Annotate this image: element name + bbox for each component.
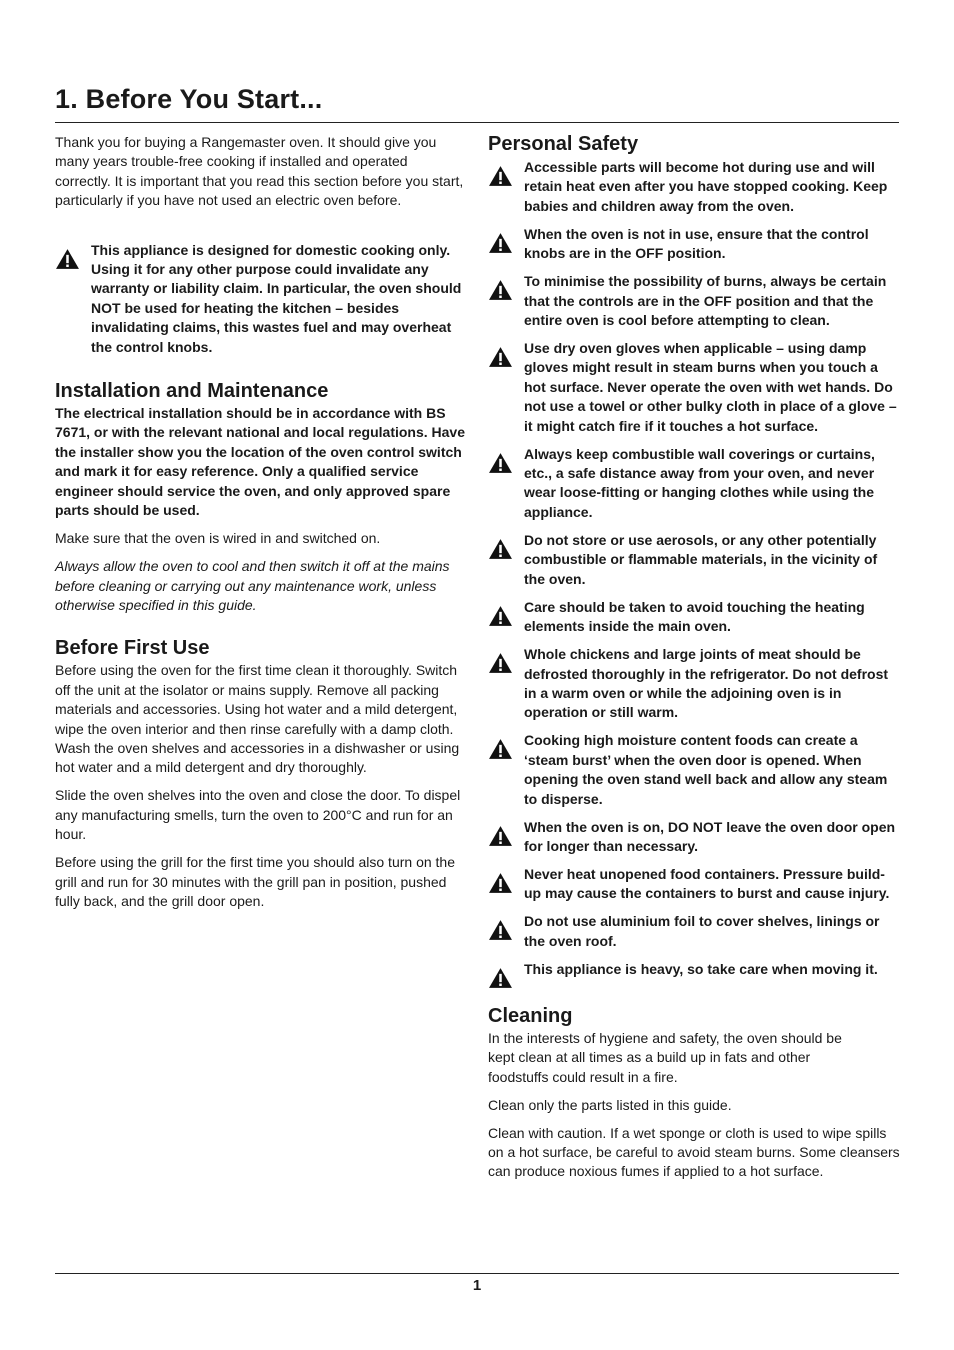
safety-warning: [488, 339, 900, 436]
warning-icon: [488, 279, 513, 301]
warning-icon: [488, 232, 513, 254]
safety-warning-text: Always keep combustible wall coverings or curtains, etc., a safe distance away from your oven, and never wear loose-fitting or hanging clothes while using the appliance.: [524, 445, 875, 520]
installation-italic-text: Always allow the oven to cool and then switch it off at the mains before cleaning or carrying out any maintenance work, unless otherwise specified in this guide.: [55, 558, 450, 613]
first-use-paragraph-2: Slide the oven shelves into the oven and close the door. To dispel any manufacturing smells, turn the oven to 200°C and run for an hour.: [55, 787, 461, 843]
safety-warning: [488, 865, 900, 904]
warning-icon: [488, 967, 513, 989]
safety-warning-text: Do not store or use aerosols, or any other potentially combustible or flammable materials, in the vicinity of the oven.: [524, 531, 878, 587]
safety-warning: [488, 960, 900, 989]
warning-icon: [488, 605, 513, 627]
safety-warning-text: Cooking high moisture content foods can create a ‘steam burst’ when the oven door is opened. When opening the oven stand well back and allow any steam to disperse.: [524, 732, 888, 807]
safety-warning-text: Use dry oven gloves when applicable – using damp gloves might result in steam burns when you touch a hot surface. Never operate the oven with wet hands. Do not use a towel or other bulky cloth in place of a glove – it might catch fire if it touches a hot surface.: [524, 340, 897, 434]
safety-warning: [488, 445, 900, 523]
intro-paragraph: Thank you for buying a Rangemaster oven. It should give you many years trouble-free cooking if installed and operated correctly. It is important that you read this section before you start, particularly if you have not used an electric oven before.: [55, 134, 464, 209]
first-use-paragraph-3: Before using the grill for the first time you should also turn on the grill and run for 30 minutes with the grill pan in position, pushed fully back, and the grill door open.: [55, 854, 455, 909]
safety-warning-text: Care should be taken to avoid touching the heating elements inside the main oven.: [524, 598, 865, 635]
safety-warning-text: When the oven is not in use, ensure that the control knobs are in the OFF position.: [524, 225, 869, 262]
safety-warning-text: When the oven is on, DO NOT leave the oven door open for longer than necessary.: [524, 818, 896, 854]
warning-icon: [488, 652, 513, 674]
safety-warning: [488, 225, 900, 264]
installation-wired-text: Make sure that the oven is wired in and switched on.: [55, 530, 381, 547]
safety-warning: [488, 598, 900, 637]
cleaning-paragraph-1: In the interests of hygiene and safety, the oven should be kept clean at all times as a build up in fats and other foodstuffs could result in a fire.: [488, 1029, 842, 1085]
safety-warning-text: Accessible parts will become hot during use and will retain heat even after you have stopped cooking. Keep babies and children away from the oven.: [524, 159, 888, 214]
safety-warning-text: Never heat unopened food containers. Pressure build-up may cause the containers to burst and cause injury.: [524, 865, 890, 902]
safety-warnings-list: [488, 158, 900, 989]
first-use-paragraph-1: Before using the oven for the first time clean it thoroughly. Switch off the unit at the isolator or mains supply. Remove all packing materials and accessories. Using hot water and a mild detergent, wipe the oven interior and then rinse carefully with a damp cloth. Wash the oven shelves and accessories in a dishwasher or using hot water and a mild detergent and dry thoroughly.: [55, 662, 460, 776]
safety-warning-text: To minimise the possibility of burns, always be certain that the controls are in the OFF position and that the entire oven is cool before attempting to clean.: [524, 273, 887, 329]
footer-rule: [55, 1273, 899, 1274]
warning-icon: [488, 538, 513, 560]
right-column: [488, 131, 900, 1182]
safety-warning: [488, 158, 900, 216]
safety-warning-text: Whole chickens and large joints of meat should be defrosted thoroughly in the refrigerator. Do not defrost in a warm oven or while the adjoining oven is in operation or still warm.: [524, 646, 889, 721]
left-column: [55, 133, 465, 911]
cleaning-heading: Cleaning: [488, 1004, 573, 1027]
cleaning-paragraph-2: Clean only the parts listed in this guide.: [488, 1096, 732, 1113]
page-title: 1. Before You Start...: [55, 84, 323, 114]
domestic-use-warning: [55, 241, 465, 357]
warning-icon: [488, 872, 513, 894]
cleaning-paragraph-3: Clean with caution. If a wet sponge or cloth is used to wipe spills on a hot surface, be careful to avoid steam burns. Some cleansers can produce noxious fumes if applied to a hot surface.: [488, 1124, 900, 1180]
safety-warning: [488, 912, 900, 951]
safety-warning: [488, 818, 900, 857]
first-use-heading: Before First Use: [55, 637, 210, 660]
title-rule: [55, 122, 899, 123]
warning-icon: [488, 165, 513, 187]
page-number: 1: [472, 1277, 482, 1294]
domestic-use-warning-text: This appliance is designed for domestic cooking only. Using it for any other purpose could invalidate any warranty or liability claim. In particular, the oven should NOT be used for heating the kitchen – besides invalidating claims, this wastes fuel and may overheat the control knobs.: [91, 241, 462, 355]
warning-icon: [488, 452, 513, 474]
personal-safety-heading: Personal Safety: [488, 133, 639, 155]
safety-warning-text: Do not use aluminium foil to cover shelves, linings or the oven roof.: [524, 913, 880, 949]
warning-icon: [488, 919, 513, 941]
warning-icon: [488, 346, 513, 368]
safety-warning: [488, 731, 900, 809]
warning-icon: [488, 825, 513, 847]
warning-icon: [55, 248, 80, 270]
safety-warning: [488, 531, 900, 589]
safety-warning-text: This appliance is heavy, so take care when moving it.: [524, 960, 878, 977]
safety-warning: [488, 645, 900, 723]
warning-icon: [488, 738, 513, 760]
installation-heading: Installation and Maintenance: [55, 380, 329, 403]
installation-bold-text: The electrical installation should be in accordance with BS 7671, or with the relevant national and local regulations. Have the installer show you the location of the oven control switch and mark it for easy reference. Only a qualified service engineer should service the oven, and only approved spare parts should be used.: [55, 405, 466, 519]
safety-warning: [488, 272, 900, 330]
